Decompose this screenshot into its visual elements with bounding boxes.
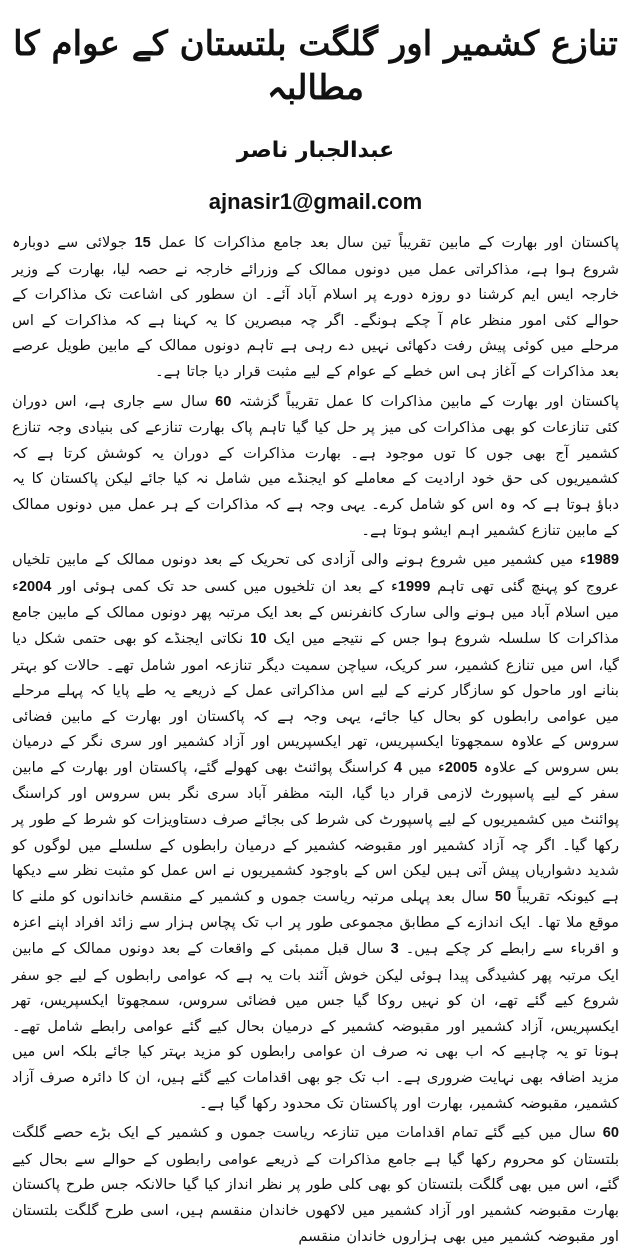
paragraph-number: 1999 [397, 578, 431, 595]
paragraph-text: ء میں [401, 758, 445, 776]
paragraph-number: 50 [494, 888, 512, 905]
paragraph-text: سال سے جاری ہے، اس دوران کئی تنازعات کو بھی مذاکرات کی میز پر حل کیا گیا تاہم پاک بھارت تنازعے کی بنیادی وجہ تنازع کشمیر آج بھی جوں کا توں موجود ہے۔ بھارت مذاکرات کے دوران یہ کوشش کرتا ہے کہ کشمیریوں کی حق خود ارادیت کے معاملے کو ایجنڈے میں شامل نہ کیا جائے لیکن پاکستان کا یہ دباؤ ہوتا ہے کہ وہ اس کو شامل کرے۔ یہی وجہ ہے کہ مذاکرات کے ہر عمل میں دونوں ممالک کے مابین تنازع کشمیر اہم ایشو ہوتا ہے۔ [12, 392, 619, 539]
article-title: تنازع کشمیر اور گلگت بلتستان کے عوام کا مطالبہ [13, 24, 618, 108]
paragraph-text: ء میں کشمیر میں شروع ہونے والی آزادی کی تحریک کے بعد دونوں ممالک کے مابین تلخیاں عروج کو پہنچ گئی تھی تاہم [12, 551, 619, 595]
paragraph-text: ء کے بعد ان تلخیوں میں کسی حد تک کمی ہوئی اور [51, 577, 398, 595]
article-body [12, 230, 619, 1249]
paragraph-text: سال بعد پہلی مرتبہ ریاست جموں و کشمیر کے منقسم خاندانوں کو ملنے کا موقع ملا تھا۔ ایک اندازے کے مطابق مجموعی طور پر اب تک پچاس ہزار سے زائد افراد اپنے اعزہ و اقرباء سے رابطے کر چکے ہیں۔ [12, 887, 619, 958]
paragraph-number: 3 [390, 941, 399, 958]
paragraph-text: جولائی سے دوبارہ شروع ہوا ہے، مذاکراتی عمل میں دونوں ممالک کے وزرائے خارجہ نے حصہ لیا، بھارت کے وزیر خارجہ ایس ایم کرشنا دو روزہ دورے پر اسلام آباد آئے۔ ان سطور کی اشاعت تک مذاکرات کے حوالے کئی امور منظر عام آ چکے ہونگے۔ اگر چہ مبصرین کا یہ کہنا ہے کہ مذاکرات کے اس مرحلے میں کوئی پیش رفت دکھائی نہیں دے رہی ہے تاہم دونوں ممالک کے مابین طویل عرصے بعد مذاکرات کے آغاز ہی اس خطے کے عوام کے لیے مثبت قرار دیا جاتا ہے۔ [12, 234, 619, 380]
paragraph-text: کراسنگ پوائنٹ بھی کھولے گئے، پاکستان اور بھارت کے مابین سفر کے لیے پاسپورٹ لازمی قرار دیا گیا، البتہ مظفر آباد سری نگر بس سروس اور کراسنگ پوائنٹ میں کشمیریوں کے لیے پاسپورٹ کی شرط کی بجائے صرف دستاویزات کو شرط کے طور پر رکھا گیا۔ اگر چہ آزاد کشمیر اور مقبوضہ کشمیر کے درمیان رابطوں کے سلسلے میں لوگوں کو شدید دشواریاں پیش آتی ہیں لیکن اس کے باوجود کشمیریوں نے اس عمل کو مثبت نظر سے دیکھا ہے کیونکہ تقریباً [12, 758, 619, 905]
paragraph-number: 60 [215, 393, 232, 410]
paragraph-number: 2004 [18, 578, 52, 595]
article-paragraph [12, 230, 619, 385]
paragraph-number: 10 [250, 630, 267, 647]
paragraph-number: 4 [393, 759, 402, 776]
paragraph-text: پاکستان اور بھارت کے مابین تقریباً تین سال بعد جامع مذاکرات کا عمل [150, 234, 619, 251]
paragraph-text: سال میں کیے گئے تمام اقدامات میں تنازعہ ریاست جموں و کشمیر کے ایک بڑے حصے گلگت بلتستان کو محروم رکھا گیا ہے جامع مذاکرات کے ذریعے عوامی رابطوں کے حوالے سے بحال کیے گئے، اس میں بھی گلگت بلتستان کو بھی کلی طور پر نظر انداز کیا گیا حالانکہ جس طرح پاکستان بھارت مقبوضہ کشمیر اور آزاد کشمیر میں لاکھوں خاندان منقسم ہیں، اسی طرح گلگت بلتستان اور مقبوضہ کشمیر میں بھی ہزاروں خاندان منقسم [12, 1124, 619, 1245]
paragraph-text: پاکستان اور بھارت کے مابین مذاکرات کا عمل تقریباً گزشتہ [231, 392, 619, 410]
article-paragraph [12, 1120, 619, 1249]
paragraph-number: 1989 [586, 552, 619, 569]
paragraph-text: سال قبل ممبئی کے واقعات کے بعد دونوں ممالک کے مابین ایک مرتبہ پھر کشیدگی پیدا ہوئی لیکن خوش آئند بات یہ ہے کہ عوامی رابطوں کے لیے جو سفر شروع کیے گئے تھے، ان کو نہیں روکا گیا جس میں فضائی سروس، سمجھوتا ایکسپریس، تھر ایکسپریس، آزاد کشمیر اور مقبوضہ کشمیر کے درمیان بحال کیے گئے عوامی رابطے شامل تھے۔ ہونا تو یہ چاہیے کہ اب بھی نہ صرف ان عوامی رابطوں کو مزید بہتر کیا جائے بلکہ اس میں مزید اضافہ بھی نہایت ضروری ہے۔ اب تک جو بھی اقدامات کیے گئے ہیں، ان کا دائرہ صرف آزاد کشمیر، مقبوضہ کشمیر، بھارت اور پاکستان تک محدود رکھا گیا ہے۔ [12, 940, 619, 1112]
author-name: عبدالجبار ناصر [236, 138, 395, 163]
paragraph-number: 15 [134, 235, 151, 251]
author-email[interactable]: ajnasir1@gmail.com [208, 189, 423, 214]
paragraph-text: نکاتی ایجنڈے کو بھی حتمی شکل دیا گیا، اس میں تنازع کشمیر، سر کریک، سیاچن سمیت دیگر تنازعہ امور شامل تھے۔ حالات کو بہتر بنانے اور ماحول کو سازگار کرنے کے لیے اس مذاکراتی عمل کے ذریعے یہ طے پایا کہ پہلے مرحلے میں عوامی رابطوں کو بحال کیا جائے، یہی وجہ ہے کہ پاکستان اور بھارت کے مابین فضائی سروس کے علاوہ سمجھوتا ایکسپریس، تھر ایکسپریس اور آزاد کشمیر اور سری نگر کے درمیان بس سروس کے علاوہ [12, 629, 619, 776]
article-paragraph [12, 547, 619, 1116]
paragraph-number: 2005 [444, 759, 478, 776]
paragraph-number: 60 [602, 1125, 619, 1142]
paragraph-text: ء میں اسلام آباد میں ہونے والی سارک کانفرنس کے بعد ایک مرتبہ پھر دونوں ممالک کے مابین جامع مذاکرات کا سلسلہ شروع ہوا جس کے نتیجے میں ایک [12, 577, 619, 647]
article-paragraph [12, 389, 619, 544]
